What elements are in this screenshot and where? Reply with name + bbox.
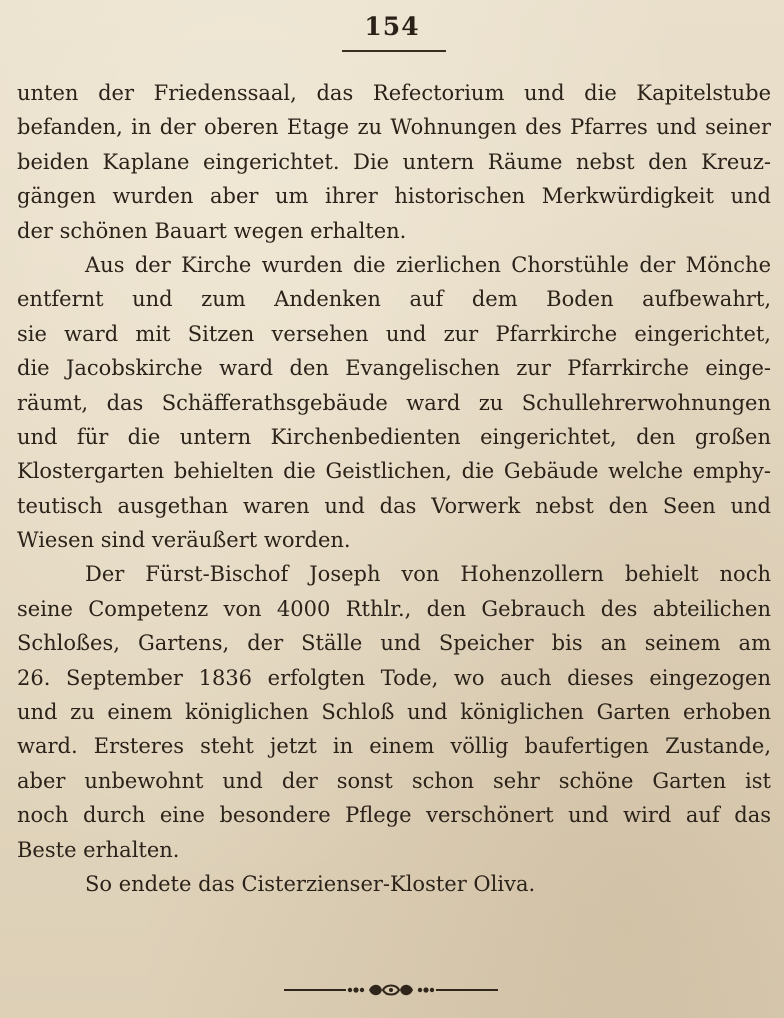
text-line: die Jacobskirche ward den Evangelischen zur Pfarrkirche einge- bbox=[17, 356, 771, 381]
text-line: Aus der Kirche wurden die zierlichen Chorstühle der Mönche bbox=[85, 252, 771, 277]
body-text bbox=[17, 76, 771, 901]
text-line: Klostergarten behielten die Geistlichen, die Gebäude welche emphy- bbox=[17, 459, 771, 484]
text-line: seine Competenz von 4000 Rthlr., den Gebrauch des abteilichen bbox=[17, 596, 771, 621]
text-line: 26. September 1836 erfolgten Tode, wo auch dieses eingezogen bbox=[17, 665, 771, 690]
text-line: Der Fürst-Bischof Joseph von Hohenzollern behielt noch bbox=[85, 562, 771, 587]
closing-ornament-icon bbox=[284, 980, 498, 1000]
page-header bbox=[0, 12, 784, 41]
text-line: räumt, das Schäfferathsgebäude ward zu Schullehrerwohnungen bbox=[17, 390, 771, 415]
text-line: und für die untern Kirchenbedienten eingerichtet, den großen bbox=[17, 424, 771, 449]
text-line: ward. Ersteres steht jetzt in einem völlig baufertigen Zustande, bbox=[17, 734, 771, 759]
text-line: Beste erhalten. bbox=[17, 837, 180, 862]
text-line: Wiesen sind veräußert worden. bbox=[17, 528, 351, 553]
text-line: sie ward mit Sitzen versehen und zur Pfarrkirche eingerichtet, bbox=[17, 321, 771, 346]
text-line: noch durch eine besondere Pflege verschönert und wird auf das bbox=[17, 803, 771, 828]
text-line: teutisch ausgethan waren und das Vorwerk nebst den Seen und bbox=[17, 493, 771, 518]
text-line: So endete das Cisterzienser-Kloster Oliva. bbox=[85, 871, 536, 896]
text-line: entfernt und zum Andenken auf dem Boden aufbewahrt, bbox=[17, 287, 771, 312]
page-number: 154 bbox=[364, 12, 420, 41]
text-line: unten der Friedenssaal, das Refectorium und die Kapitelstube bbox=[17, 81, 771, 105]
header-rule bbox=[342, 50, 446, 52]
text-line: beiden Kaplane eingerichtet. Die untern Räume nebst den Kreuz- bbox=[17, 149, 771, 174]
text-line: und zu einem königlichen Schloß und königlichen Garten erhoben bbox=[17, 700, 771, 725]
text-line: Schloßes, Gartens, der Ställe und Speicher bis an seinem am bbox=[17, 631, 771, 656]
text-line: aber unbewohnt und der sonst schon sehr schöne Garten ist bbox=[17, 768, 771, 793]
text-line: der schönen Bauart wegen erhalten. bbox=[17, 218, 407, 243]
text-line: gängen wurden aber um ihrer historischen Merkwürdigkeit und bbox=[17, 184, 771, 209]
text-line: befanden, in der oberen Etage zu Wohnungen des Pfarres und seiner bbox=[17, 115, 771, 140]
